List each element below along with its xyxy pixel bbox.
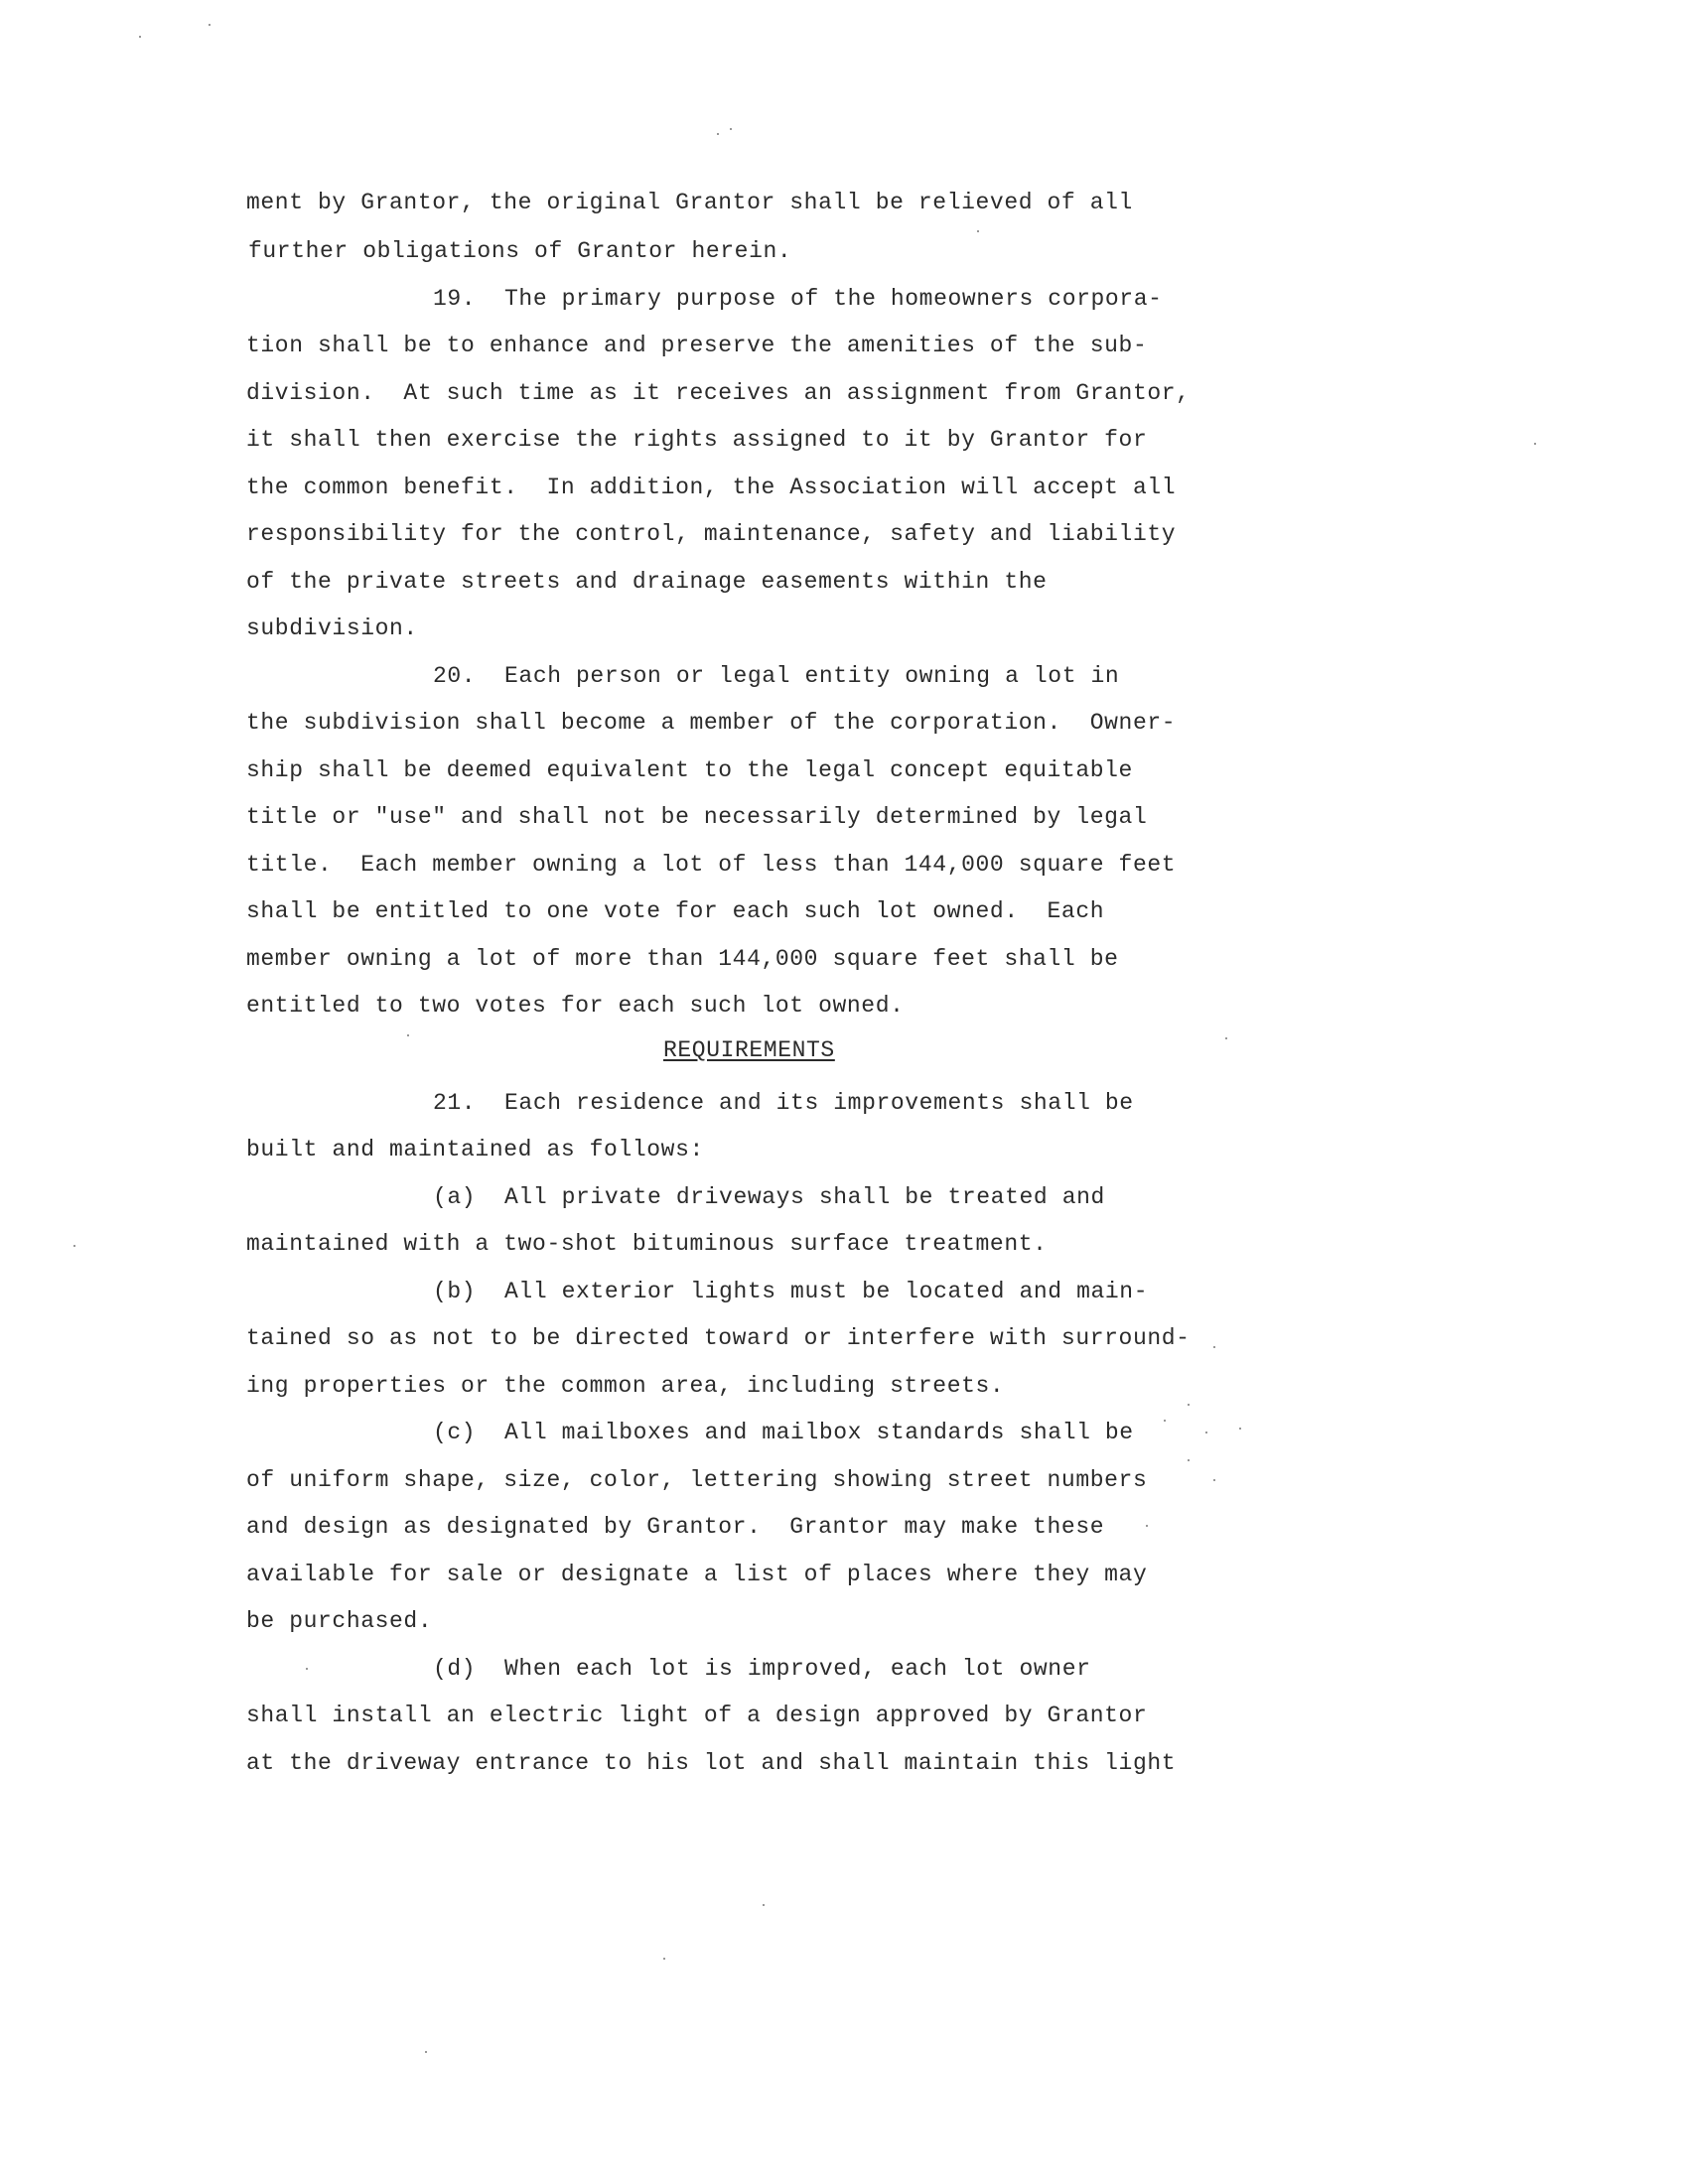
scan-speck <box>1239 1428 1241 1430</box>
scan-speck <box>1213 1346 1215 1348</box>
scan-speck <box>663 1958 665 1960</box>
scan-speck <box>1225 1037 1227 1039</box>
text-line: ship shall be deemed equivalent to the legal concept equitable <box>246 757 1133 783</box>
subparagraph-c-first-line: (c) All mailboxes and mailbox standards shall be <box>433 1420 1134 1445</box>
subparagraph-b-first-line: (b) All exterior lights must be located and main- <box>433 1279 1149 1304</box>
text-line: division. At such time as it receives an assignment from Grantor, <box>246 380 1191 406</box>
text-line: of the private streets and drainage easements within the <box>246 569 1048 595</box>
text-line: responsibility for the control, maintenance, safety and liability <box>246 521 1177 547</box>
text-line: further obligations of Grantor herein. <box>248 238 792 264</box>
text-line: it shall then exercise the rights assigned to it by Grantor for <box>246 427 1148 453</box>
text-line: entitled to two votes for each such lot owned. <box>246 993 905 1019</box>
paragraph-21-first-line: 21. Each residence and its improvements shall be <box>433 1090 1134 1116</box>
text-line: ment by Grantor, the original Grantor shall be relieved of all <box>246 190 1133 215</box>
text-line: maintained with a two-shot bituminous surface treatment. <box>246 1231 1048 1257</box>
text-line: member owning a lot of more than 144,000 square feet shall be <box>246 946 1119 972</box>
scan-speck <box>1534 443 1536 445</box>
text-line: of uniform shape, size, color, lettering showing street numbers <box>246 1467 1148 1493</box>
scan-speck <box>209 24 211 26</box>
scan-speck <box>730 128 732 130</box>
paragraph-20-first-line: 20. Each person or legal entity owning a lot in <box>433 663 1120 689</box>
text-line: be purchased. <box>246 1608 433 1634</box>
text-line: the subdivision shall become a member of the corporation. Owner- <box>246 710 1177 736</box>
subparagraph-a-first-line: (a) All private driveways shall be treated and <box>433 1184 1105 1210</box>
text-line: available for sale or designate a list of places where they may <box>246 1562 1148 1587</box>
text-line: shall be entitled to one vote for each such lot owned. Each <box>246 898 1105 924</box>
scan-speck <box>1188 1459 1190 1461</box>
text-line: tion shall be to enhance and preserve the amenities of the sub- <box>246 333 1148 358</box>
text-line: built and maintained as follows: <box>246 1137 704 1162</box>
scan-speck <box>425 2051 427 2053</box>
text-line: and design as designated by Grantor. Grantor may make these <box>246 1514 1105 1540</box>
scan-speck <box>73 1245 75 1247</box>
scan-speck <box>763 1904 765 1906</box>
text-line: ing properties or the common area, including streets. <box>246 1373 1005 1399</box>
scan-speck <box>1146 1525 1148 1527</box>
scan-speck <box>407 1034 409 1036</box>
text-line: tained so as not to be directed toward or interfere with surround- <box>246 1325 1191 1351</box>
section-heading-requirements: REQUIREMENTS <box>663 1037 835 1063</box>
text-line: title or "use" and shall not be necessarily determined by legal <box>246 804 1148 830</box>
scan-speck <box>306 1668 308 1670</box>
scan-speck <box>139 36 141 38</box>
scan-speck <box>977 230 979 232</box>
text-line: subdivision. <box>246 615 418 641</box>
paragraph-19-first-line: 19. The primary purpose of the homeowners corpora- <box>433 286 1163 312</box>
text-line: the common benefit. In addition, the Association will accept all <box>246 475 1177 500</box>
scan-speck <box>717 133 719 135</box>
subparagraph-d-first-line: (d) When each lot is improved, each lot owner <box>433 1656 1091 1682</box>
text-line: at the driveway entrance to his lot and shall maintain this light <box>246 1750 1177 1776</box>
scan-speck <box>1213 1479 1215 1481</box>
text-line: title. Each member owning a lot of less than 144,000 square feet <box>246 852 1177 878</box>
scan-speck <box>1205 1432 1207 1433</box>
text-line: shall install an electric light of a design approved by Grantor <box>246 1703 1148 1728</box>
scan-speck <box>1164 1420 1166 1422</box>
scan-speck <box>1188 1404 1190 1406</box>
